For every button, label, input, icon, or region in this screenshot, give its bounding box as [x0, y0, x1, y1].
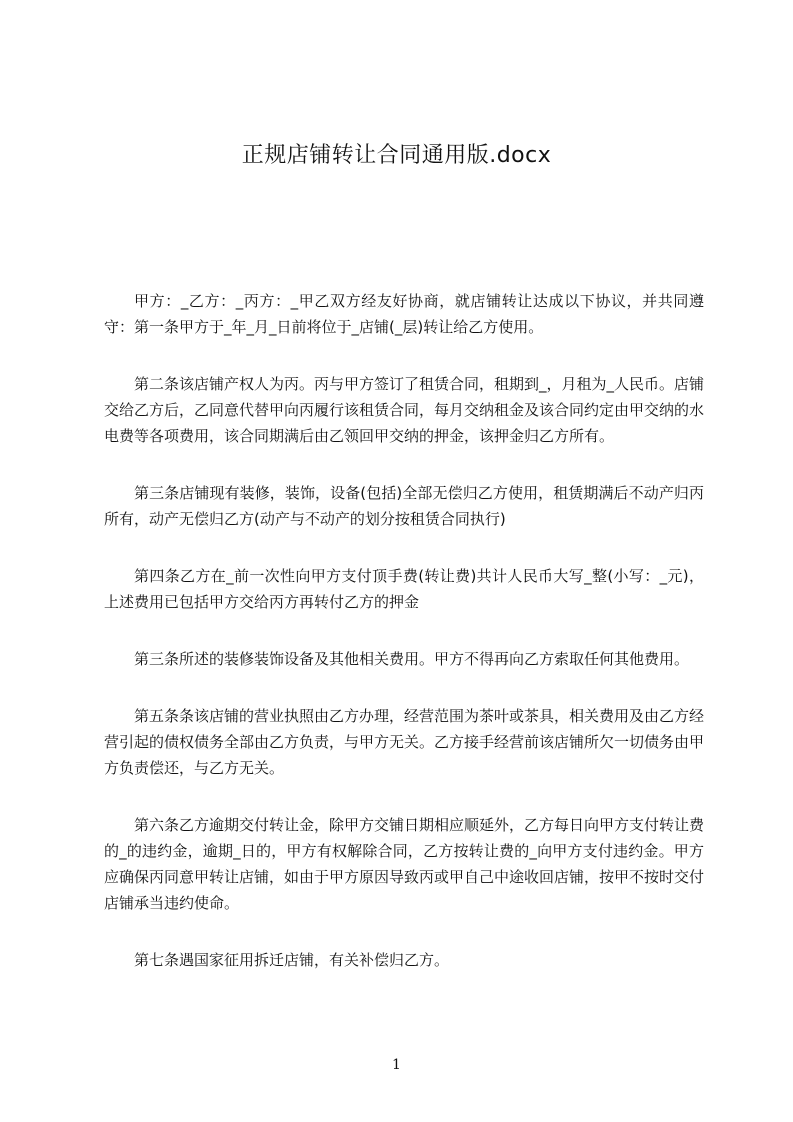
paragraph: 甲方：_乙方：_丙方：_甲乙双方经友好协商，就店铺转让达成以下协议，并共同遵守：第一条甲方于_年_月_日前将位于_店铺(_层)转让给乙方使用。 [104, 292, 704, 336]
page-number: 1 [392, 1057, 401, 1073]
paragraph: 第六条乙方逾期交付转让金，除甲方交铺日期相应顺延外，乙方每日向甲方支付转让费的_的违约金，逾期_日的，甲方有权解除合同，乙方按转让费的_向甲方支付违约金。甲方应确保丙同意甲转让店铺，如由于甲方原因导致丙或甲自己中途收回店铺，按甲不按时交付店铺承当违约使命。 [104, 816, 705, 912]
paragraph: 第七条遇国家征用拆迁店铺，有关补偿归乙方。 [134, 951, 450, 969]
document-title: 正规店铺转让合同通用版.docx [241, 143, 552, 168]
paragraph: 第五条条该店铺的营业执照由乙方办理，经营范围为茶叶或茶具，相关费用及由乙方经营引起的债权债务全部由乙方负责，与甲方无关。乙方接手经营前该店铺所欠一切债务由甲方负责偿还，与乙方无关。 [104, 707, 705, 777]
document-body [104, 288, 704, 1004]
paragraph: 第三条店铺现有装修，装饰，设备(包括)全部无偿归乙方使用，租赁期满后不动产归丙所有，动产无偿归乙方(动产与不动产的划分按租赁合同执行) [104, 484, 704, 528]
paragraph: 第二条该店铺产权人为丙。丙与甲方签订了租赁合同，租期到_，月租为_人民币。店铺交给乙方后，乙同意代替甲向丙履行该租赁合同，每月交纳租金及该合同约定由甲交纳的水电费等各项费用，该合同期满后由乙领回甲交纳的押金，该押金归乙方所有。 [104, 375, 705, 445]
paragraph: 第四条乙方在_前一次性向甲方支付顶手费(转让费)共计人民币大写_整(小写：_元)，上述费用已包括甲方交给丙方再转付乙方的押金 [104, 567, 704, 611]
paragraph: 第三条所述的装修装饰设备及其他相关费用。甲方不得再向乙方索取任何其他费用。 [134, 650, 690, 668]
